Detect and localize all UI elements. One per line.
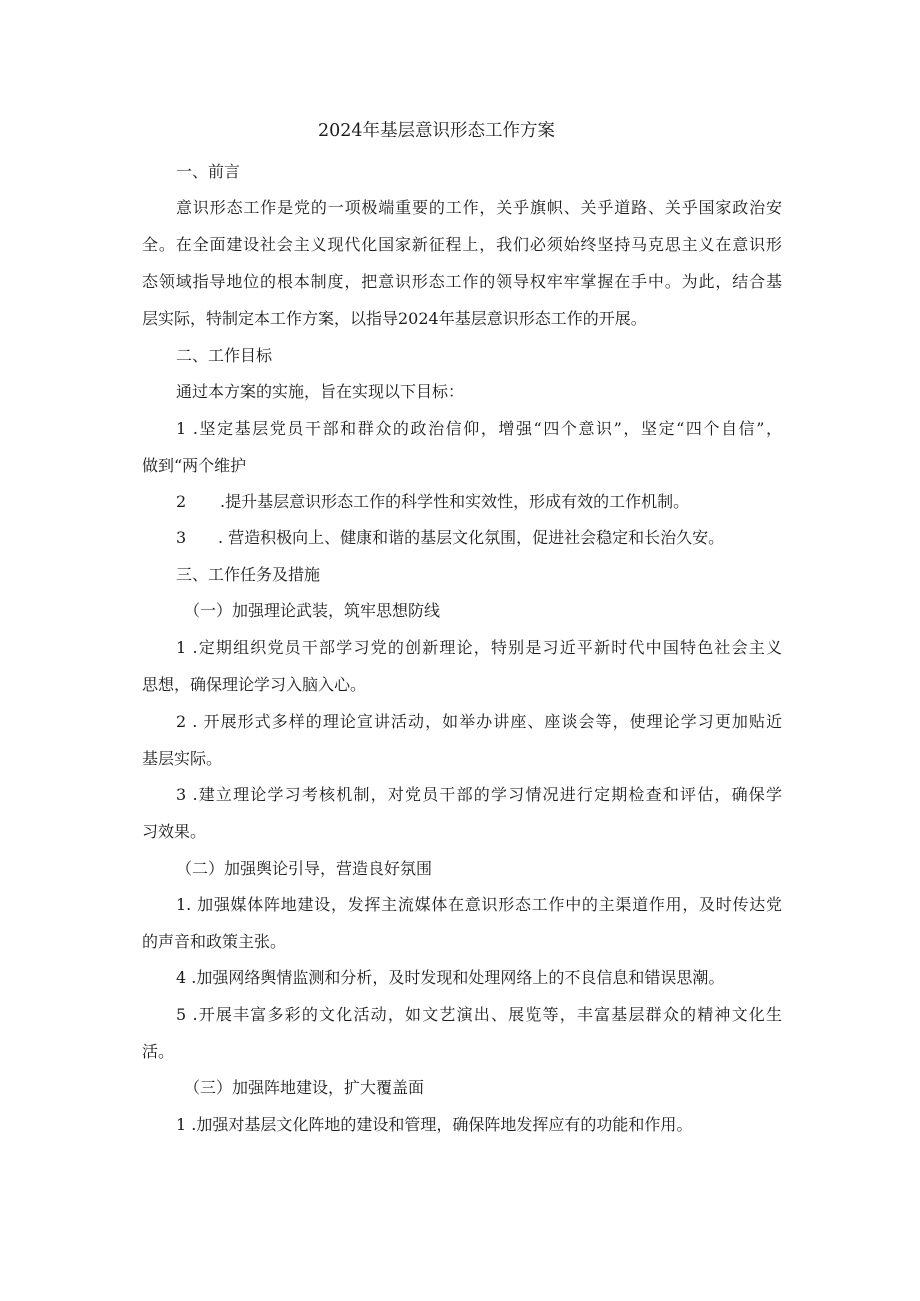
task-item-6: 5 .开展丰富多彩的文化活动，如文艺演出、展览等，丰富基层群众的精神文化生 [176, 1005, 782, 1024]
paragraph-line: 态领域指导地位的根本制度，把意识形态工作的领导权牢牢掌握在手中。为此，结合基 [142, 272, 782, 291]
task-item-6-cont: 活。 [142, 1042, 175, 1061]
task-item-1-cont: 思想，确保理论学习入脑入心。 [142, 675, 367, 694]
paragraph-line: 全。在全面建设社会主义现代化国家新征程上，我们必须始终坚持马克思主义在意识形 [142, 235, 782, 254]
goal-item-2-number: 2 [176, 492, 187, 511]
subsection-heading-1: （一）加强理论武装，筑牢思想防线 [184, 601, 441, 620]
goal-item-2: .提升基层意识形态工作的科学性和实效性，形成有效的工作机制。 [220, 492, 690, 511]
task-item-3-cont: 习效果。 [142, 822, 207, 841]
goal-item-3-number: 3 [176, 528, 187, 547]
section-heading-preface: 一、前言 [176, 162, 241, 181]
task-item-3: 3 .建立理论学习考核机制，对党员干部的学习情况进行定期检查和评估，确保学 [176, 785, 782, 804]
goals-intro: 通过本方案的实施，旨在实现以下目标： [176, 382, 465, 401]
document-title: 2024年基层意识形态工作方案 [318, 121, 556, 141]
paragraph-line: 意识形态工作是党的一项极端重要的工作，关乎旗帜、关乎道路、关乎国家政治安 [176, 198, 782, 217]
goal-item-1: 1 .坚定基层党员干部和群众的政治信仰，增强“四个意识”，坚定“四个自信”， [176, 419, 782, 438]
task-item-7: 1 .加强对基层文化阵地的建设和管理，确保阵地发挥应有的功能和作用。 [176, 1115, 693, 1134]
task-item-5: 4 .加强网络舆情监测和分析，及时发现和处理网络上的不良信息和错误思潮。 [176, 968, 725, 987]
task-item-1: 1 .定期组织党员干部学习党的创新理论，特别是习近平新时代中国特色社会主义 [176, 638, 782, 657]
task-item-4: 1. 加强媒体阵地建设，发挥主流媒体在意识形态工作中的主渠道作用，及时传达党 [176, 895, 782, 914]
section-heading-goals: 二、工作目标 [176, 346, 273, 365]
section-heading-tasks: 三、工作任务及措施 [176, 565, 321, 584]
paragraph-line: 层实际，特制定本工作方案，以指导2024年基层意识形态工作的开展。 [142, 309, 647, 328]
subsection-heading-2: （二）加强舆论引导，营造良好氛围 [176, 859, 433, 878]
subsection-heading-3: （三）加强阵地建设，扩大覆盖面 [184, 1078, 425, 1097]
goal-item-3: . 营造积极向上、健康和谐的基层文化氛围，促进社会稳定和长治久安。 [218, 528, 725, 547]
task-item-2: 2 . 开展形式多样的理论宣讲活动，如举办讲座、座谈会等，使理论学习更加贴近 [176, 712, 782, 731]
task-item-4-cont: 的声音和政策主张。 [142, 932, 287, 951]
goal-item-1-cont: 做到“两个维护 [142, 456, 247, 475]
task-item-2-cont: 基层实际。 [142, 749, 223, 768]
